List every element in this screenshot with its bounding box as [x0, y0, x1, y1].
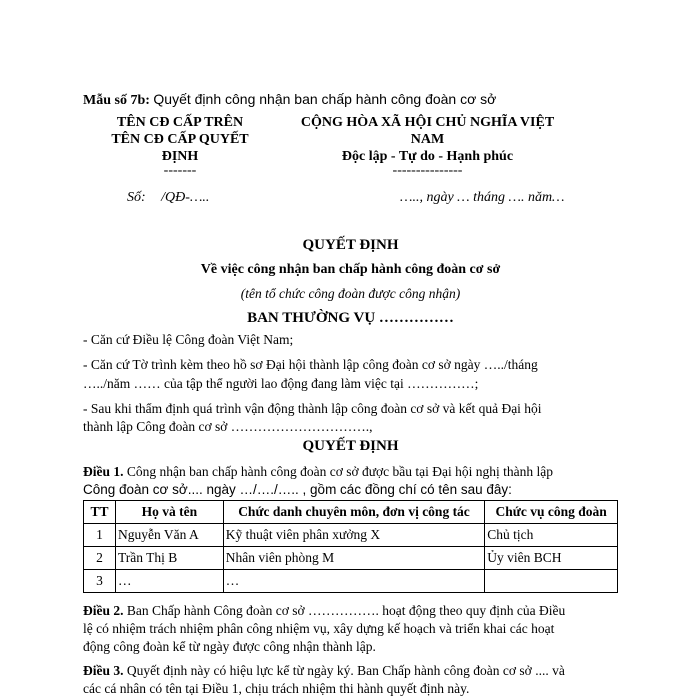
- col-header-union-role: Chức vụ công đoàn: [485, 501, 618, 524]
- col-header-position: Chức danh chuyên môn, đơn vị công tác: [223, 501, 484, 524]
- cell-name: Trần Thị B: [115, 547, 223, 570]
- legal-basis-2-cont: …../năm …… của tập thể người lao động đang làm việc tại ……………;: [83, 376, 479, 391]
- col-header-name: Họ và tên: [115, 501, 223, 524]
- article-3-text: Quyết định này có hiệu lực kể từ ngày ký. Ban Chấp hành công đoàn cơ sở .... và: [126, 663, 565, 678]
- article-2-text: Ban Chấp hành Công đoàn cơ sở ……………. hoạt động theo quy định của Điều: [126, 603, 566, 618]
- col-header-no: TT: [84, 501, 116, 524]
- legal-basis-3-cont: thành lập Công đoàn cơ sở ………………………….,: [83, 419, 373, 434]
- form-title-label: Mẫu số 7b:: [83, 93, 150, 108]
- cell-name: Nguyễn Văn A: [115, 524, 223, 547]
- deciding-union-name: TÊN CĐ CẤP QUYẾT: [111, 132, 249, 147]
- number-label: Số:: [127, 190, 146, 205]
- table-header-row: [84, 501, 618, 524]
- country-name-cont: NAM: [410, 132, 445, 147]
- form-title: [83, 91, 496, 109]
- decision-heading: QUYẾT ĐỊNH: [302, 438, 399, 454]
- decision-subject: Về việc công nhận ban chấp hành công đoàn cơ sở: [200, 262, 501, 277]
- legal-basis-3: - Sau khi thẩm định quá trình vận động thành lập công đoàn cơ sở và kết quả Đại hội: [83, 401, 542, 416]
- article-1: [83, 463, 618, 481]
- document-date: ….., ngày … tháng …. năm…: [400, 190, 565, 205]
- cell-position: Kỹ thuật viên phân xưởng X: [223, 524, 484, 547]
- cell-union-role: Ủy viên BCH: [485, 547, 618, 570]
- article-1-cont: Công đoàn cơ sở.... ngày …/…./….. , gồm các đồng chí có tên sau đây:: [83, 482, 512, 497]
- cell-position: …: [223, 570, 484, 593]
- motto: Độc lập - Tự do - Hạnh phúc: [341, 149, 514, 164]
- table-row: [84, 524, 618, 547]
- country-name: CỘNG HÒA XÃ HỘI CHỦ NGHĨA VIỆT: [300, 115, 555, 130]
- left-header-rule: -------: [163, 163, 197, 178]
- form-title-text: Quyết định công nhận ban chấp hành công đoàn cơ sở: [153, 91, 497, 107]
- article-3-cont: các cá nhân có tên tại Điều 1, chịu trách nhiệm thi hành quyết định này.: [83, 681, 470, 696]
- article-2-label: Điều 2.: [83, 603, 124, 618]
- decision-title: QUYẾT ĐỊNH: [302, 237, 399, 253]
- article-3-label: Điều 3.: [83, 663, 124, 678]
- article-2-cont-2: động công đoàn kể từ ngày được công nhận thành lập.: [83, 639, 376, 654]
- cell-no: 3: [84, 570, 116, 593]
- article-2-cont: lệ có nhiệm trách nhiệm phân công nhiệm vụ, xây dựng kế hoạch và triển khai các hoạt: [83, 621, 555, 636]
- cell-union-role: Chủ tịch: [485, 524, 618, 547]
- national-motto-header: [285, 114, 570, 177]
- number-value: /QĐ-…..: [161, 190, 210, 205]
- table-row: [84, 547, 618, 570]
- cell-name: …: [115, 570, 223, 593]
- article-1-label: Điều 1.: [83, 464, 124, 479]
- superior-union-name: TÊN CĐ CẤP TRÊN: [116, 115, 244, 130]
- legal-basis-1: - Căn cứ Điều lệ Công đoàn Việt Nam;: [83, 332, 294, 347]
- executive-committee-table: [83, 500, 618, 593]
- article-2: [83, 602, 618, 620]
- org-name-note: (tên tổ chức công đoàn được công nhận): [240, 286, 461, 301]
- cell-union-role: [485, 570, 618, 593]
- cell-position: Nhân viên phòng M: [223, 547, 484, 570]
- table-row: [84, 570, 618, 593]
- issuer-title: BAN THƯỜNG VỤ ……………: [247, 310, 454, 326]
- right-header-rule: ---------------: [392, 163, 463, 178]
- document-number: [127, 190, 209, 206]
- issuing-body-header: [90, 114, 270, 177]
- deciding-union-name-cont: ĐỊNH: [161, 149, 199, 164]
- legal-basis-2: - Căn cứ Tờ trình kèm theo hồ sơ Đại hội thành lập công đoàn cơ sở ngày …../tháng: [83, 357, 538, 372]
- cell-no: 1: [84, 524, 116, 547]
- article-3: [83, 662, 618, 680]
- article-1-text: Công nhận ban chấp hành công đoàn cơ sở được bầu tại Đại hội nghị thành lập: [126, 464, 554, 479]
- cell-no: 2: [84, 547, 116, 570]
